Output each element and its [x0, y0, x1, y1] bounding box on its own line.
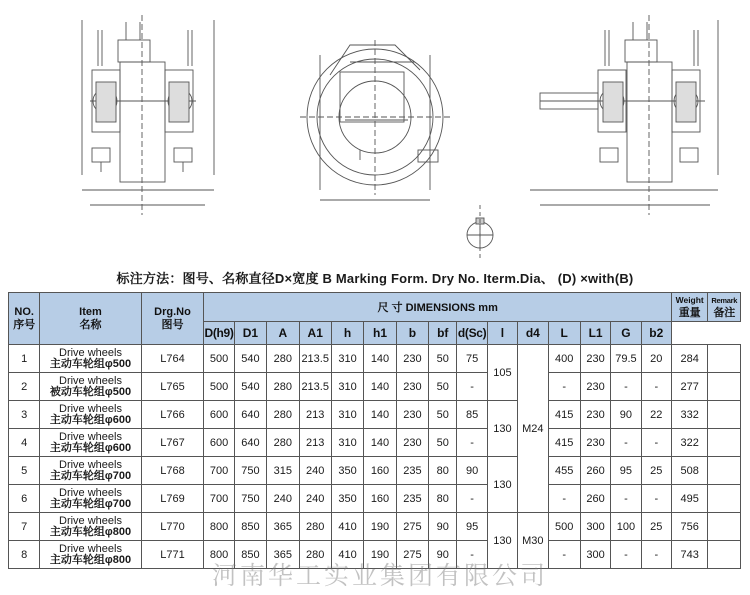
item-name-cn: 主动车轮组φ600	[49, 441, 132, 454]
dimension-cell: 213	[299, 401, 331, 429]
dimension-cell: 230	[396, 345, 428, 373]
dimension-cell: 600	[204, 401, 234, 429]
item-name	[40, 541, 141, 569]
d4-cell: M30	[518, 513, 548, 569]
dimension-cell: 850	[234, 513, 266, 541]
dimension-cell: -	[641, 541, 671, 569]
dimension-cell: 80	[429, 485, 457, 513]
weight-cell: 322	[671, 429, 707, 457]
column-header: D(h9)	[204, 322, 234, 345]
dimension-cell: 280	[267, 401, 299, 429]
right-wheel-assembly-drawing	[530, 15, 718, 215]
row-number: 5	[9, 457, 40, 485]
dimension-cell: 315	[267, 457, 299, 485]
column-header: h	[331, 322, 363, 345]
item-name	[40, 429, 141, 457]
dimension-cell: 500	[204, 345, 234, 373]
item-name-en: Drive wheels	[59, 542, 122, 555]
dimension-cell: -	[548, 373, 580, 401]
remark-cell	[708, 401, 741, 429]
weight-cell: 284	[671, 345, 707, 373]
item-name-en: Drive wheels	[59, 402, 122, 415]
item-name	[40, 485, 141, 513]
dimension-cell: -	[641, 373, 671, 401]
dimension-cell: 350	[331, 485, 363, 513]
table-row	[9, 457, 741, 485]
item-name	[40, 513, 141, 541]
weight-cell: 495	[671, 485, 707, 513]
row-number: 7	[9, 513, 40, 541]
dimension-cell: 130	[487, 401, 517, 457]
drawing-number: L771	[141, 541, 204, 569]
column-header: D1	[234, 322, 266, 345]
item-name-en: Drive wheels	[59, 346, 122, 359]
dimension-cell: 540	[234, 345, 266, 373]
dimension-cell: 750	[234, 457, 266, 485]
item-name-cn: 主动车轮组φ500	[49, 357, 132, 370]
column-header: h1	[364, 322, 396, 345]
dimension-cell: 310	[331, 345, 363, 373]
header-dimensions: 尺 寸 DIMENSIONS mm	[204, 293, 672, 322]
company-watermark: 河南华工实业集团有限公司	[211, 561, 548, 590]
weight-cell: 508	[671, 457, 707, 485]
dimension-cell: -	[611, 485, 641, 513]
header-weight: Weight 重量	[671, 293, 707, 322]
item-name-cn: 被动车轮组φ500	[49, 385, 132, 398]
item-name-cn: 主动车轮组φ800	[49, 553, 132, 566]
center-wheel-side-view	[300, 40, 450, 200]
dimension-cell: 90	[457, 457, 487, 485]
dimension-cell: 850	[234, 541, 266, 569]
weight-cell: 277	[671, 373, 707, 401]
item-name-cn: 主动车轮组φ600	[49, 413, 132, 426]
dimension-cell: 140	[364, 429, 396, 457]
dimension-cell: 415	[548, 429, 580, 457]
remark-cell	[708, 429, 741, 457]
dimension-cell: 50	[429, 429, 457, 457]
dimension-cell: 140	[364, 373, 396, 401]
dimension-cell: 95	[457, 513, 487, 541]
weight-cell: 743	[671, 541, 707, 569]
dimension-cell: 140	[364, 345, 396, 373]
dimension-cell: 350	[331, 457, 363, 485]
dimension-cell: 140	[364, 401, 396, 429]
dimension-cell: -	[457, 373, 487, 401]
dimension-cell: 500	[204, 373, 234, 401]
dimension-cell: 275	[396, 541, 428, 569]
dimension-cell: 95	[611, 457, 641, 485]
table-row	[9, 401, 741, 429]
d4-cell: M24	[518, 345, 548, 513]
dimension-cell: 280	[267, 429, 299, 457]
dimension-cell: 260	[580, 457, 610, 485]
dimension-cell: 300	[580, 541, 610, 569]
item-name	[40, 373, 141, 401]
column-header: G	[611, 322, 641, 345]
column-header: A	[267, 322, 299, 345]
table-row	[9, 345, 741, 373]
item-name-en: Drive wheels	[59, 430, 122, 443]
dimension-cell: 90	[429, 513, 457, 541]
dimension-cell: 90	[611, 401, 641, 429]
column-header: b2	[641, 322, 671, 345]
remark-cell	[708, 485, 741, 513]
dimension-cell: 20	[641, 345, 671, 373]
header-remark: Remark 备注	[708, 293, 741, 322]
table-header	[9, 293, 741, 345]
header-no: NO. 序号	[9, 293, 40, 345]
dimension-cell: 50	[429, 401, 457, 429]
row-number: 1	[9, 345, 40, 373]
remark-cell	[708, 373, 741, 401]
dimension-cell: 190	[364, 541, 396, 569]
row-number: 4	[9, 429, 40, 457]
dimension-cell: 600	[204, 429, 234, 457]
column-header: L	[548, 322, 580, 345]
dimension-cell: 130	[487, 457, 517, 513]
dimension-cell: -	[457, 485, 487, 513]
dimension-cell: 160	[364, 485, 396, 513]
dimension-cell: 240	[299, 485, 331, 513]
dimension-cell: 280	[267, 345, 299, 373]
dimension-cell: 750	[234, 485, 266, 513]
dimension-cell: -	[548, 485, 580, 513]
dimension-cell: 640	[234, 401, 266, 429]
dimension-cell: 230	[396, 429, 428, 457]
dimension-cell: 25	[641, 457, 671, 485]
marking-form-caption: 标注方法：图号、名称直径D×宽度 B Marking Form. Dry No. Iterm.Dia、 (D) ×with(B)	[116, 271, 634, 286]
dimension-cell: 415	[548, 401, 580, 429]
table-body	[9, 345, 741, 569]
remark-cell	[708, 345, 741, 373]
dimension-cell: -	[641, 485, 671, 513]
dimension-cell: 640	[234, 429, 266, 457]
column-header: b	[396, 322, 428, 345]
dimension-cell: 213.5	[299, 373, 331, 401]
item-name-en: Drive wheels	[59, 514, 122, 527]
item-name	[40, 457, 141, 485]
row-number: 8	[9, 541, 40, 569]
item-name-cn: 主动车轮组φ700	[49, 497, 132, 510]
dimension-cell: 280	[299, 541, 331, 569]
dimension-cell: 540	[234, 373, 266, 401]
dimension-cell: 240	[267, 485, 299, 513]
drawing-number: L770	[141, 513, 204, 541]
drawing-number: L764	[141, 345, 204, 373]
dimension-cell: 190	[364, 513, 396, 541]
dimension-cell: 310	[331, 429, 363, 457]
dimension-cell: 235	[396, 485, 428, 513]
table-row	[9, 485, 741, 513]
dimension-cell: -	[611, 541, 641, 569]
dimension-cell: 230	[580, 373, 610, 401]
dimension-cell: 400	[548, 345, 580, 373]
dimension-cell: 260	[580, 485, 610, 513]
dimension-cell: 50	[429, 345, 457, 373]
column-header: d(Sc)	[457, 322, 487, 345]
dimension-cell: 213	[299, 429, 331, 457]
specification-table	[8, 292, 741, 569]
item-name-en: Drive wheels	[59, 486, 122, 499]
table-row	[9, 541, 741, 569]
header-drg-no: Drg.No 图号	[141, 293, 204, 345]
column-header: A1	[299, 322, 331, 345]
dimension-cell: -	[457, 429, 487, 457]
drawing-number: L766	[141, 401, 204, 429]
dimension-cell: 85	[457, 401, 487, 429]
dimension-cell: 500	[548, 513, 580, 541]
dimension-cell: 365	[267, 513, 299, 541]
dimension-cell: 800	[204, 541, 234, 569]
dimension-cell: 455	[548, 457, 580, 485]
row-number: 3	[9, 401, 40, 429]
dimension-cell: 410	[331, 513, 363, 541]
dimension-cell: -	[457, 541, 487, 569]
dimension-cell: 280	[299, 513, 331, 541]
dimension-cell: 410	[331, 541, 363, 569]
dimension-cell: 275	[396, 513, 428, 541]
left-wheel-assembly-drawing	[82, 15, 214, 215]
row-number: 2	[9, 373, 40, 401]
dimension-cell: 75	[457, 345, 487, 373]
item-name	[40, 345, 141, 373]
dimension-cell: 22	[641, 401, 671, 429]
dimension-cell: 800	[204, 513, 234, 541]
dimension-cell: 700	[204, 485, 234, 513]
header-item: Item 名称	[40, 293, 141, 345]
dimension-cell: 235	[396, 457, 428, 485]
dimension-cell: 100	[611, 513, 641, 541]
dimension-cell: 79.5	[611, 345, 641, 373]
dimension-cell: 25	[641, 513, 671, 541]
dimension-cell: 240	[299, 457, 331, 485]
item-name-cn: 主动车轮组φ800	[49, 525, 132, 538]
drawing-number: L768	[141, 457, 204, 485]
shaft-section-drawing	[467, 205, 493, 260]
weight-cell: 332	[671, 401, 707, 429]
column-header: bf	[429, 322, 457, 345]
dimension-cell: 230	[396, 373, 428, 401]
dimension-cell: 160	[364, 457, 396, 485]
dimension-cell: -	[611, 429, 641, 457]
dimension-cell: 365	[267, 541, 299, 569]
table-row	[9, 513, 741, 541]
column-header: L1	[580, 322, 610, 345]
table-row	[9, 373, 741, 401]
dimension-cell: 230	[580, 345, 610, 373]
remark-cell	[708, 457, 741, 485]
weight-cell: 756	[671, 513, 707, 541]
item-name	[40, 401, 141, 429]
drawing-number: L769	[141, 485, 204, 513]
column-header: l	[487, 322, 517, 345]
dimension-cell: 213.5	[299, 345, 331, 373]
remark-cell	[708, 541, 741, 569]
dimension-cell: 300	[580, 513, 610, 541]
dimension-cell: 50	[429, 373, 457, 401]
dimension-cell: 280	[267, 373, 299, 401]
table-row	[9, 429, 741, 457]
column-header: d4	[518, 322, 548, 345]
item-name-en: Drive wheels	[59, 374, 122, 387]
dimension-cell: 310	[331, 401, 363, 429]
dimension-cell: 230	[580, 401, 610, 429]
drawing-number: L765	[141, 373, 204, 401]
row-number: 6	[9, 485, 40, 513]
technical-drawings	[0, 0, 750, 265]
dimension-cell: 130	[487, 513, 517, 569]
dimension-cell: 230	[580, 429, 610, 457]
dimension-cell: 90	[429, 541, 457, 569]
item-name-cn: 主动车轮组φ700	[49, 469, 132, 482]
dimension-cell: 230	[396, 401, 428, 429]
item-name-en: Drive wheels	[59, 458, 122, 471]
dimension-cell: -	[641, 429, 671, 457]
drawing-number: L767	[141, 429, 204, 457]
dimension-cell: -	[548, 541, 580, 569]
dimension-cell: 310	[331, 373, 363, 401]
dimension-cell: 105	[487, 345, 517, 401]
dimension-cell: 80	[429, 457, 457, 485]
dimension-cell: -	[611, 373, 641, 401]
dimension-cell: 700	[204, 457, 234, 485]
remark-cell	[708, 513, 741, 541]
